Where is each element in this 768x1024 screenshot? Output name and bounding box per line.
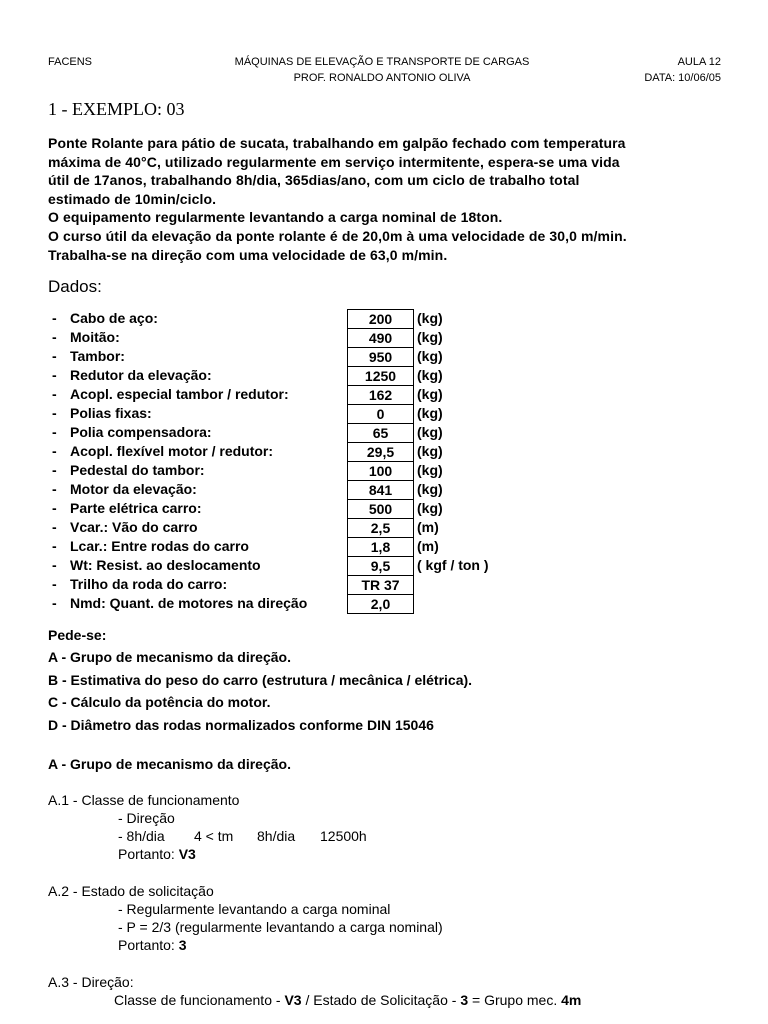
dados-row-label: Parte elétrica carro: [70,500,202,516]
dados-row-value-box: 950 [347,347,414,366]
dados-row-unit: (kg) [417,481,443,497]
dados-row-value-box: 29,5 [347,442,414,461]
a3-title: A.3 - Direção: [48,974,134,990]
a1-col: 8h/dia [257,828,296,844]
dados-row-dash: - [52,519,57,535]
dados-row-value-box: 1250 [347,366,414,385]
dados-row-dash: - [52,367,57,383]
dados-row-dash: - [52,386,57,402]
dados-row-unit: (kg) [417,310,443,326]
example-title: 1 - EXEMPLO: 03 [48,99,185,119]
dados-row-value-box: TR 37 [347,575,414,594]
problem-line: máxima de 40°C, utilizado regularmente em serviço intermitente, espera-se uma vida [48,153,620,170]
dados-row-label: Vcar.: Vão do carro [70,519,198,535]
dados-row-label: Redutor da elevação: [70,367,212,383]
a3-text: / Estado de Solicitação - [301,992,461,1008]
dados-row-dash: - [52,481,57,497]
dados-row-label: Acopl. flexível motor / redutor: [70,443,274,459]
section-a3 [48,974,581,1010]
dados-row-label: Pedestal do tambor: [70,462,205,478]
dados-row-label: Trilho da roda do carro: [70,576,228,592]
pede-se-item: C - Cálculo da potência do motor. [48,694,271,711]
dados-row-dash: - [52,595,57,611]
dados-row-unit: (m) [417,519,439,535]
pede-se-block [48,627,472,739]
dados-row-unit: (kg) [417,329,443,345]
dados-row-dash: - [52,500,57,516]
a2-conclusion-label: Portanto: [118,937,179,953]
a1-conclusion-label: Portanto: [118,846,179,862]
problem-line: Trabalha-se na direção com uma velocidade de 63,0 m/min. [48,246,448,263]
a1-title: A.1 - Classe de funcionamento [48,792,240,808]
a2-line: - Regularmente levantando a carga nominal [118,901,391,917]
a2-conclusion [48,937,443,955]
dados-row-label: Polias fixas: [70,405,152,421]
dados-row-dash: - [52,538,57,554]
problem-line: O curso útil da elevação da ponte rolante é de 20,0m à uma velocidade de 30,0 m/min. [48,227,627,244]
dados-row-dash: - [52,576,57,592]
dados-row-label: Motor da elevação: [70,481,197,497]
a2-title: A.2 - Estado de solicitação [48,883,214,899]
a2-line: - P = 2/3 (regularmente levantando a carga nominal) [118,919,443,935]
dados-row-label: Cabo de aço: [70,310,158,326]
dados-row-unit: (m) [417,538,439,554]
pede-se-item: B - Estimativa do peso do carro (estrutura / mecânica / elétrica). [48,671,473,688]
dados-row-unit: (kg) [417,500,443,516]
dados-row-value-box: 65 [347,423,414,442]
a3-text: = Grupo mec. [468,992,562,1008]
dados-row-label: Nmd: Quant. de motores na direção [70,595,308,611]
dados-row-label: Wt: Resist. ao deslocamento [70,557,261,573]
a3-text: Classe de funcionamento - [114,992,285,1008]
pede-se-item: A - Grupo de mecanismo da direção. [48,649,291,666]
dados-row-dash: - [52,443,57,459]
a1-sub: - Direção [118,810,175,826]
dados-row-unit: (kg) [417,348,443,364]
pede-se-title: Pede-se: [48,627,107,643]
problem-line: útil de 17anos, trabalhando 8h/dia, 365dias/ano, com um ciclo de trabalho total [48,172,580,189]
a3-group-value: 4m [561,992,582,1008]
a3-class-value: V3 [284,992,302,1008]
dados-row-label: Acopl. especial tambor / redutor: [70,386,289,402]
problem-line: Ponte Rolante para pátio de sucata, trabalhando em galpão fechado com temperatura [48,135,626,151]
dados-row-dash: - [52,329,57,345]
dados-row-dash: - [52,310,57,326]
dados-row-value-box: 9,5 [347,556,414,575]
header-lesson-block [644,55,721,87]
section-a-title: A - Grupo de mecanismo da direção. [48,756,291,772]
dados-row-dash: - [52,348,57,364]
section-a1 [48,792,367,864]
a2-conclusion-value: 3 [178,937,187,953]
a1-col: 4 < tm [194,828,234,844]
dados-row-label: Polia compensadora: [70,424,212,440]
header-date: DATA: 10/06/05 [644,72,721,84]
dados-row-value-box: 162 [347,385,414,404]
dados-row-value-box: 500 [347,499,414,518]
dados-row-unit: (kg) [417,405,443,421]
dados-row-unit: (kg) [417,462,443,478]
header-lesson: AULA 12 [677,56,721,68]
dados-row-unit: ( kgf / ton ) [417,557,489,573]
dados-row-value-box: 2,5 [347,518,414,537]
a1-col: 12500h [320,828,367,844]
a3-result [48,992,581,1010]
dados-row-dash: - [52,557,57,573]
dados-title: Dados: [48,277,102,296]
a1-conclusion-value: V3 [178,846,196,862]
pede-se-item: D - Diâmetro das rodas normalizados conforme DIN 15046 [48,716,434,733]
dados-row-unit: (kg) [417,386,443,402]
problem-line: estimado de 10min/ciclo. [48,190,217,207]
dados-row-value-box: 490 [347,328,414,347]
dados-row-value-box: 1,8 [347,537,414,556]
dados-row-label: Moitão: [70,329,120,345]
header-course-title: MÁQUINAS DE ELEVAÇÃO E TRANSPORTE DE CARGAS [234,56,530,68]
a3-state-value: 3 [460,992,469,1008]
a1-conclusion [48,846,367,864]
dados-row-value-box: 2,0 [347,594,414,614]
header-course-block [170,55,594,87]
problem-line: O equipamento regularmente levantando a carga nominal de 18ton. [48,209,503,226]
dados-row-dash: - [52,424,57,440]
dados-row-label: Tambor: [70,348,125,364]
dados-row-unit: (kg) [417,367,443,383]
header-institution: FACENS [48,56,93,68]
dados-row-unit: (kg) [417,424,443,440]
dados-row-value-box: 841 [347,480,414,499]
a1-hours-row [48,828,367,846]
header-professor: PROF. RONALDO ANTONIO OLIVA [293,72,471,84]
a1-col: - 8h/dia [118,828,165,844]
dados-row-unit: (kg) [417,443,443,459]
problem-statement [48,134,738,264]
dados-row-label: Lcar.: Entre rodas do carro [70,538,249,554]
dados-row-dash: - [52,462,57,478]
section-a2 [48,883,443,955]
dados-row-value-box: 0 [347,404,414,423]
dados-row-dash: - [52,405,57,421]
dados-row-value-box: 200 [347,309,414,328]
dados-row-value-box: 100 [347,461,414,480]
